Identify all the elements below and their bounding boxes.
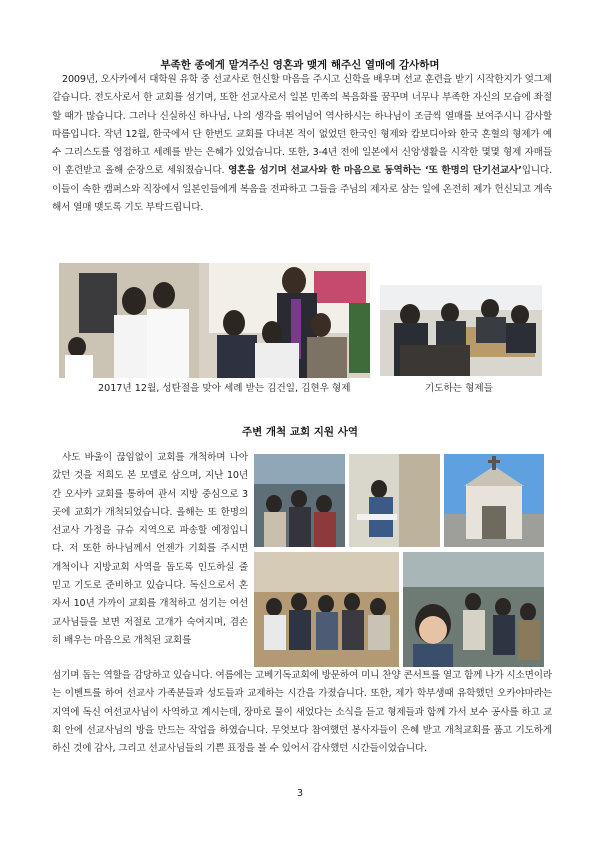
collage-photo-group — [254, 454, 345, 547]
section2-paragraph-full: 섬기며 돕는 역할을 감당하고 있습니다. 여름에는 고베기독교회에 방문하여 미니 찬양 콘서트를 열고 함께 나가 시소면이라는 이벤트를 하여 선교사 가족분들과 성도들과 교제하는 시간을 가졌습니다. 또한, 제가 학부생때 유학했던 오카야마라는 지역에 독신 여선교사님이 사역하고 계시는데, 장마로 물이 새었다는 소식을 듣고 형제들과 함께 가서 보수 공사를 하고 교회 안에 선교사님의 방을 만드는 작업을 하였습니다. 무엇보다 참여했던 봉사자들이 은혜 받고 개척교회를 품고 기도하게 하신 것에 감사, 그리고 선교사님들의 기쁜 표정을 볼 수 있어서 감사했던 시간들이었습니다. — [52, 670, 552, 755]
collage-photo-concert — [254, 552, 399, 667]
collage-photo-repair — [349, 454, 440, 547]
section1-paragraph-text-a: 2009년, 오사카에서 대학원 유학 중 선교사로 헌신할 마음을 주시고 신학을 배우며 선교 훈련을 받기 시작한지가 엊그제 같습니다. 전도사로서 한 교회를 섬기며, 또한 선교사로서 일본 민족의 복음화를 꿈꾸며 너무나 부족한 자신의 모습에 좌절할 때가 많습니다. 그러나 신실하신 하나님, 나의 생각을 뛰어넘어 역사하시는 하나님이 조금씩 열매를 보여주시니 감사할 따름입니다. 작년 12월, 한국에서 단 한번도 교회를 다녀본 적이 없었던 한국인 형제와 캄보디아와 한국 혼혈의 형제가 예수 그리스도를 영접하고 세례를 받는 은혜가 있었습니다. 또한, 3-4년 전에 일본에서 신앙생활을 시작한 몇몇 형제 자매들이 훈련받고 올해 순장으로 세워졌습니다. — [52, 74, 552, 177]
caption-praying: 기도하는 형제들 — [425, 383, 493, 394]
section1-paragraph-text-b: 입니다. 이들이 속한 캠퍼스와 직장에서 일본인들에게 복음을 전파하고 그들을 주님의 제자로 삼는 일에 온전히 제가 헌신되고 계속해서 열매 맺도록 기도 부탁드립니다. — [52, 165, 552, 214]
section1-title: 부족한 종에게 맡겨주신 영혼과 맺게 해주신 열매에 감사하며 — [160, 59, 440, 71]
section2-title: 주변 개척 교회 지원 사역 — [241, 426, 359, 438]
collage-photo-selfie — [403, 552, 544, 667]
praying-photo — [380, 285, 542, 376]
collage-photo-church — [444, 454, 544, 547]
caption-baptism: 2017년 12월, 성탄절을 맞아 세례 받는 김건일, 김현우 형제 — [98, 383, 351, 394]
page-number: 3 — [296, 788, 304, 799]
section1-paragraph-emphasis: 영혼을 섬기며 선교사와 한 마음으로 동역하는 ‘또 한명의 단기선교사’ — [228, 165, 522, 177]
section1-paragraph — [52, 71, 552, 217]
section2-paragraph-narrow: 사도 바울이 끊임없이 교회를 개척하며 나아갔던 것을 저희도 본 모델로 삼으며, 지난 10년 간 오사카 교회를 통하여 관서 지방 중심으로 3곳에 교회가 개척되었습니다. 올해는 또 한명의 선교사 가정을 규슈 지역으로 파송할 예정입니다. 저 또한 하나님께서 언젠가 기회를 주시면 개척이나 지방교회 사역을 돕도록 인도하실 줄 믿고 기도로 준비하고 있습니다. 독신으로서 혼자서 10년 가까이 교회를 개척하고 섬기는 여선교사님들을 보면 저절로 고개가 숙여지며, 겸손히 배우는 마음으로 개척된 교회를 — [52, 452, 248, 646]
baptism-photo — [59, 263, 370, 378]
